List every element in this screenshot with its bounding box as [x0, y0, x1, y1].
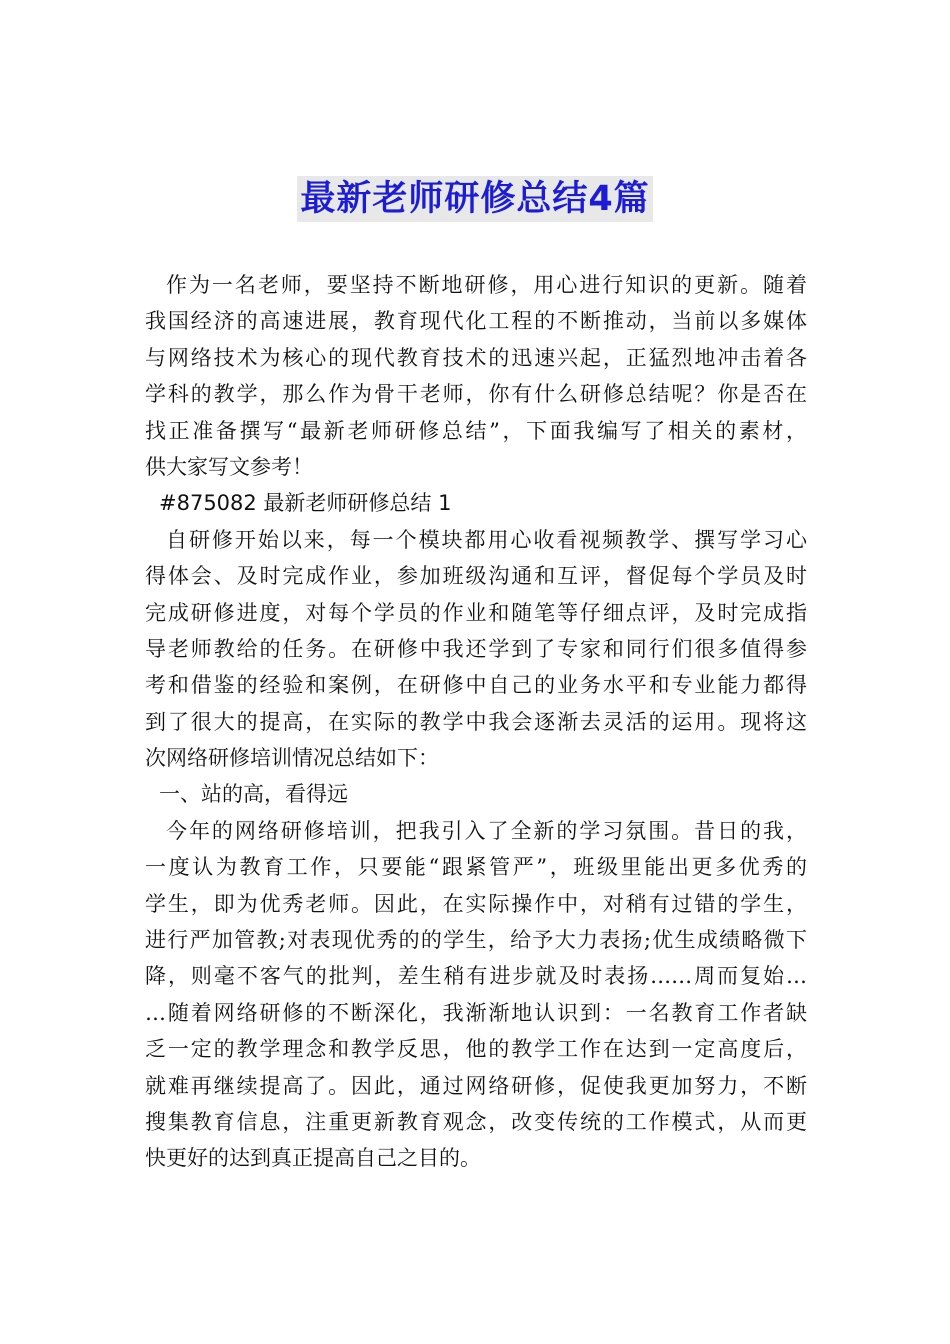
paragraph-line: 今年的网络研修培训，把我引入了全新的学习氛围。昔日的我，	[166, 818, 807, 843]
intro-line: 我国经济的高速进展，教育现代化工程的不断推动，当前以多媒体	[145, 309, 807, 334]
paragraph-line: 导老师教给的任务。在研修中我还学到了专家和同行们很多值得参	[145, 636, 807, 661]
intro-line: 与网络技术为核心的现代教育技术的迅速兴起，正猛烈地冲击着各	[145, 345, 807, 370]
document-body	[145, 267, 807, 1177]
paragraph-line: 自研修开始以来，每一个模块都用心收看视频教学、撰写学习心	[166, 527, 807, 552]
intro-line: 找正准备撰写“最新老师研修总结”，下面我编写了相关的素材，	[145, 418, 807, 443]
paragraph-line: 搜集教育信息，注重更新教育观念，改变传统的工作模式，从而更	[145, 1109, 807, 1134]
paragraph-line: 完成研修进度，对每个学员的作业和随笔等仔细点评，及时完成指	[145, 600, 807, 625]
paragraph-line: 考和借鉴的经验和案例，在研修中自己的业务水平和专业能力都得	[145, 673, 807, 698]
paragraph-1	[145, 522, 807, 777]
paragraph-line: 学生，即为优秀老师。因此，在实际操作中，对稍有过错的学生，	[145, 891, 807, 916]
paragraph-line: 得体会、及时完成作业，参加班级沟通和互评，督促每个学员及时	[145, 564, 807, 589]
intro-paragraph	[145, 267, 807, 485]
section-heading: #875082 最新老师研修总结 1	[159, 491, 452, 516]
paragraph-line: 乏一定的教学理念和教学反思，他的教学工作在达到一定高度后，	[145, 1037, 807, 1062]
paragraph-line: 就难再继续提高了。因此，通过网络研修，促使我更加努力，不断	[145, 1073, 807, 1098]
paragraph-line: 降，则毫不客气的批判，差生稍有进步就及时表扬……周而复始…	[145, 964, 807, 989]
paragraph-line: 到了很大的提高，在实际的教学中我会逐渐去灵活的运用。现将这	[145, 709, 807, 734]
intro-line: 学科的教学，那么作为骨干老师，你有什么研修总结呢？你是否在	[145, 382, 807, 407]
paragraph-line: 快更好的达到真正提高自己之目的。	[145, 1146, 481, 1171]
paragraph-line: 进行严加管教;对表现优秀的的学生，给予大力表扬;优生成绩略微下	[145, 928, 807, 953]
paragraph-2	[145, 813, 807, 1177]
paragraph-line: 一度认为教育工作，只要能“跟紧管严”，班级里能出更多优秀的	[145, 855, 807, 880]
title-wrapper	[0, 176, 950, 222]
intro-line: 作为一名老师，要坚持不断地研修，用心进行知识的更新。随着	[166, 273, 807, 297]
paragraph-line: 次网络研修培训情况总结如下：	[145, 746, 439, 771]
intro-line: 供大家写文参考！	[145, 454, 313, 479]
paragraph-line: …随着网络研修的不断深化，我渐渐地认识到：一名教育工作者缺	[145, 1000, 807, 1025]
document-title: 最新老师研修总结4篇	[297, 176, 652, 222]
subheading: 一、站的高，看得远	[159, 782, 348, 807]
